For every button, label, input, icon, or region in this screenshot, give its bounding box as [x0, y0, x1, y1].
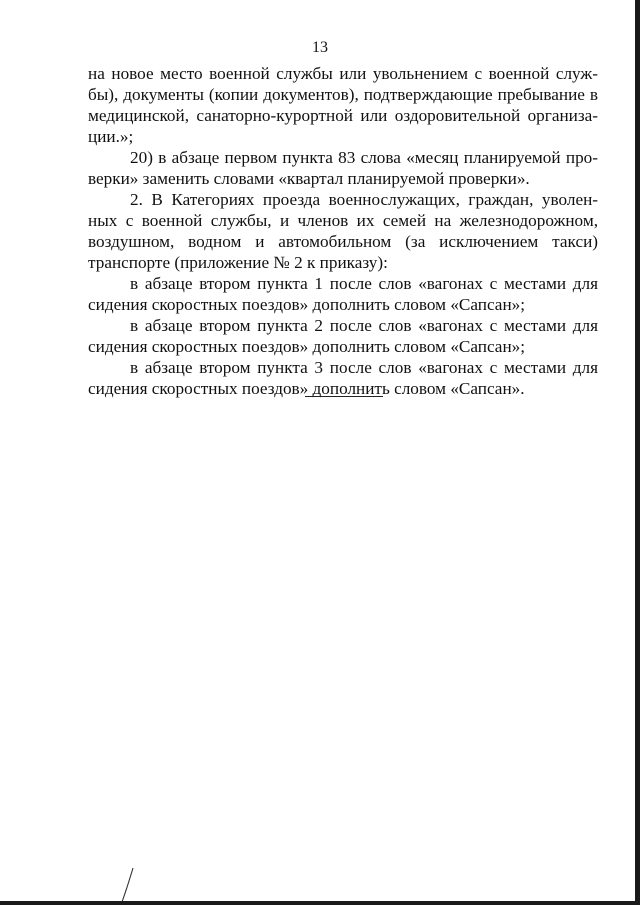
body-line: сидения скоростных поездов» дополнить словом «Сапсан». [88, 379, 525, 398]
body-line: сидения скоростных поездов» дополнить словом «Сапсан»; [88, 295, 526, 314]
body-line: бы), документы (копии документов), подтверждающие пребывание в [88, 85, 598, 104]
body-line: медицинской, санаторно-курортной или оздоровительной организа- [88, 106, 598, 125]
body-line: на новое место военной службы или увольнением с военной служ- [88, 64, 598, 83]
body-line: 2. В Категориях проезда военнослужащих, граждан, уволен- [130, 190, 598, 209]
body-line: сидения скоростных поездов» дополнить словом «Сапсан»; [88, 337, 526, 356]
scan-edge-bottom [0, 901, 640, 905]
body-line: 20) в абзаце первом пункта 83 слова «месяц планируемой про- [130, 148, 598, 167]
body-line: транспорте (приложение № 2 к приказу): [88, 253, 388, 272]
body-line: ных с военной службы, и членов их семей на железнодорожном, [88, 211, 598, 230]
end-separator-line [305, 396, 383, 397]
pen-stroke-mark [118, 866, 138, 906]
body-line: воздушном, водном и автомобильном (за исключением такси) [88, 232, 598, 251]
body-line: в абзаце втором пункта 2 после слов «вагонах с местами для [130, 316, 598, 335]
body-line: верки» заменить словами «квартал планируемой проверки». [88, 169, 530, 188]
document-body [88, 63, 598, 399]
scan-edge-right [635, 0, 640, 905]
page-number: 13 [312, 39, 328, 56]
body-line: в абзаце втором пункта 3 после слов «вагонах с местами для [130, 358, 598, 377]
body-line: ции.»; [88, 127, 134, 146]
body-line: в абзаце втором пункта 1 после слов «вагонах с местами для [130, 274, 598, 293]
